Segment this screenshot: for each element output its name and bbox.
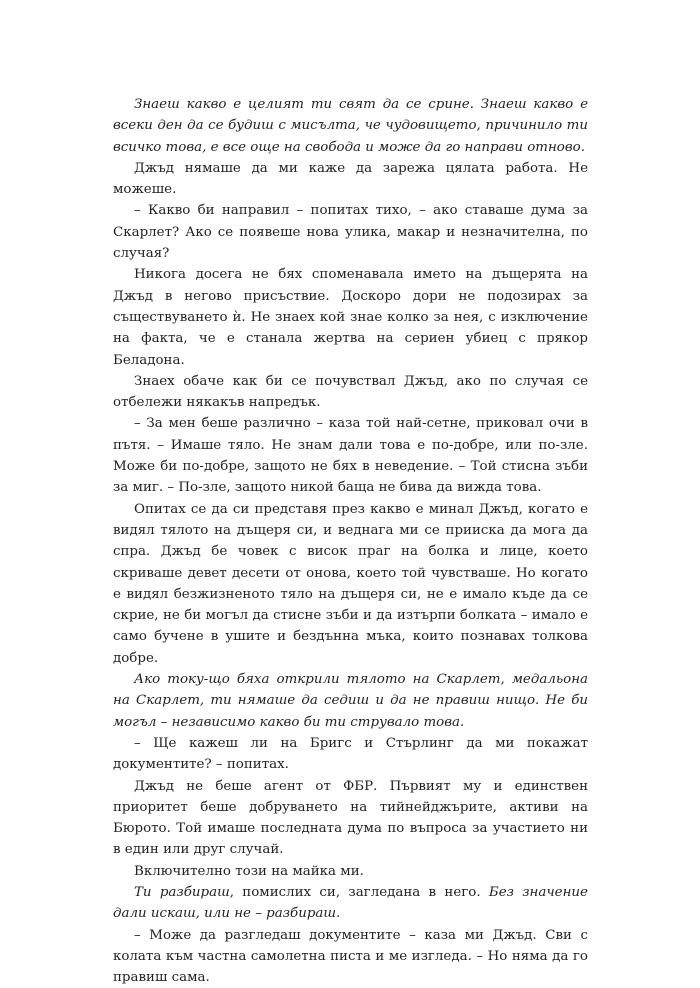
text-segment: Ако току-що бяха открили тялото на Скарлет, медальона на Скарлет, ти нямаше да седиш и да не правиш нищо. Не би могъл – независимо какво би ти струвало това. <box>113 672 588 730</box>
book-page-text <box>113 94 588 988</box>
paragraph <box>113 669 588 733</box>
text-segment: Опитах се да си представя през какво е минал Джъд, когато е видял тялото на дъщеря си, и веднага ми се прииска да мога да спра. Джъд бе човек с висок праг на болка и лице, което скриваше девет десети от онова, което той чувстваше. Но когато е видял безжизненото тяло на дъщеря си, не е имало къде да се скрие, не би могъл да стисне зъби и да изтърпи болката – имало е само бучене в ушите и бездънна мъка, които познавах толкова добре. <box>113 501 588 666</box>
text-segment: Джъд не беше агент от ФБР. Първият му и единствен приоритет беше добруването на тийнейджърите, активи на Бюрото. Той имаше последната дума по въпроса за участието ни в един или друг случай. <box>113 778 588 858</box>
paragraph <box>113 861 588 882</box>
text-segment: – Може да разгледаш документите – каза ми Джъд. Сви с колата към частна самолетна писта и ме изгледа. – Но няма да го правиш сама. <box>113 927 588 986</box>
text-segment: Знаеш какво е целият ти свят да се срине. Знаеш какво е всеки ден да се будиш с мисълта, че чудовището, причинило ти всичко това, е все още на свобода и може да го направи отново. <box>113 97 588 155</box>
paragraph <box>113 733 588 776</box>
paragraph <box>113 371 588 414</box>
text-segment: Ти разбираш <box>134 884 230 900</box>
text-segment: Знаех обаче как би се почувствал Джъд, ако по случая се отбележи някакъв напредък. <box>113 373 588 411</box>
text-segment: – За мен беше различно – каза той най-сетне, приковал очи в пътя. – Имаше тяло. Не знам дали това е по-добре, или по-зле. Може би по-добре, защото не бях в неведение. – Той стисна зъби за миг. – По-зле, защото никой баща не бива да вижда това. <box>113 416 588 496</box>
paragraph <box>113 158 588 201</box>
paragraph <box>113 413 588 498</box>
paragraph <box>113 776 588 861</box>
text-segment: , помислих си, загледана в него. <box>229 884 489 900</box>
paragraph <box>113 882 588 925</box>
paragraph <box>113 925 588 988</box>
paragraph <box>113 200 588 264</box>
text-segment: – Какво би направил – попитах тихо, – ако ставаше дума за Скарлет? Ако се появеше нова улика, макар и незначителна, по случая? <box>113 203 588 262</box>
text-segment: – Ще кажеш ли на Бригс и Стърлинг да ми покажат документите? – попитах. <box>113 735 588 773</box>
text-segment: Джъд нямаше да ми каже да зарежа цялата работа. Не можеше. <box>113 160 588 198</box>
text-segment: Включително този на майка ми. <box>134 863 364 879</box>
paragraph <box>113 499 588 669</box>
paragraph <box>113 264 588 370</box>
paragraph <box>113 94 588 158</box>
text-segment: Никога досега не бях споменавала името на дъщерята на Джъд в негово присъствие. Доскоро дори не подозирах за съществуването ѝ. Не знаех кой знае колко за нея, с изключение на факта, че е станала жертва на сериен убиец с прякор Беладона. <box>113 267 588 368</box>
text-segment: Без значение дали искаш, или не – разбираш. <box>113 884 588 922</box>
